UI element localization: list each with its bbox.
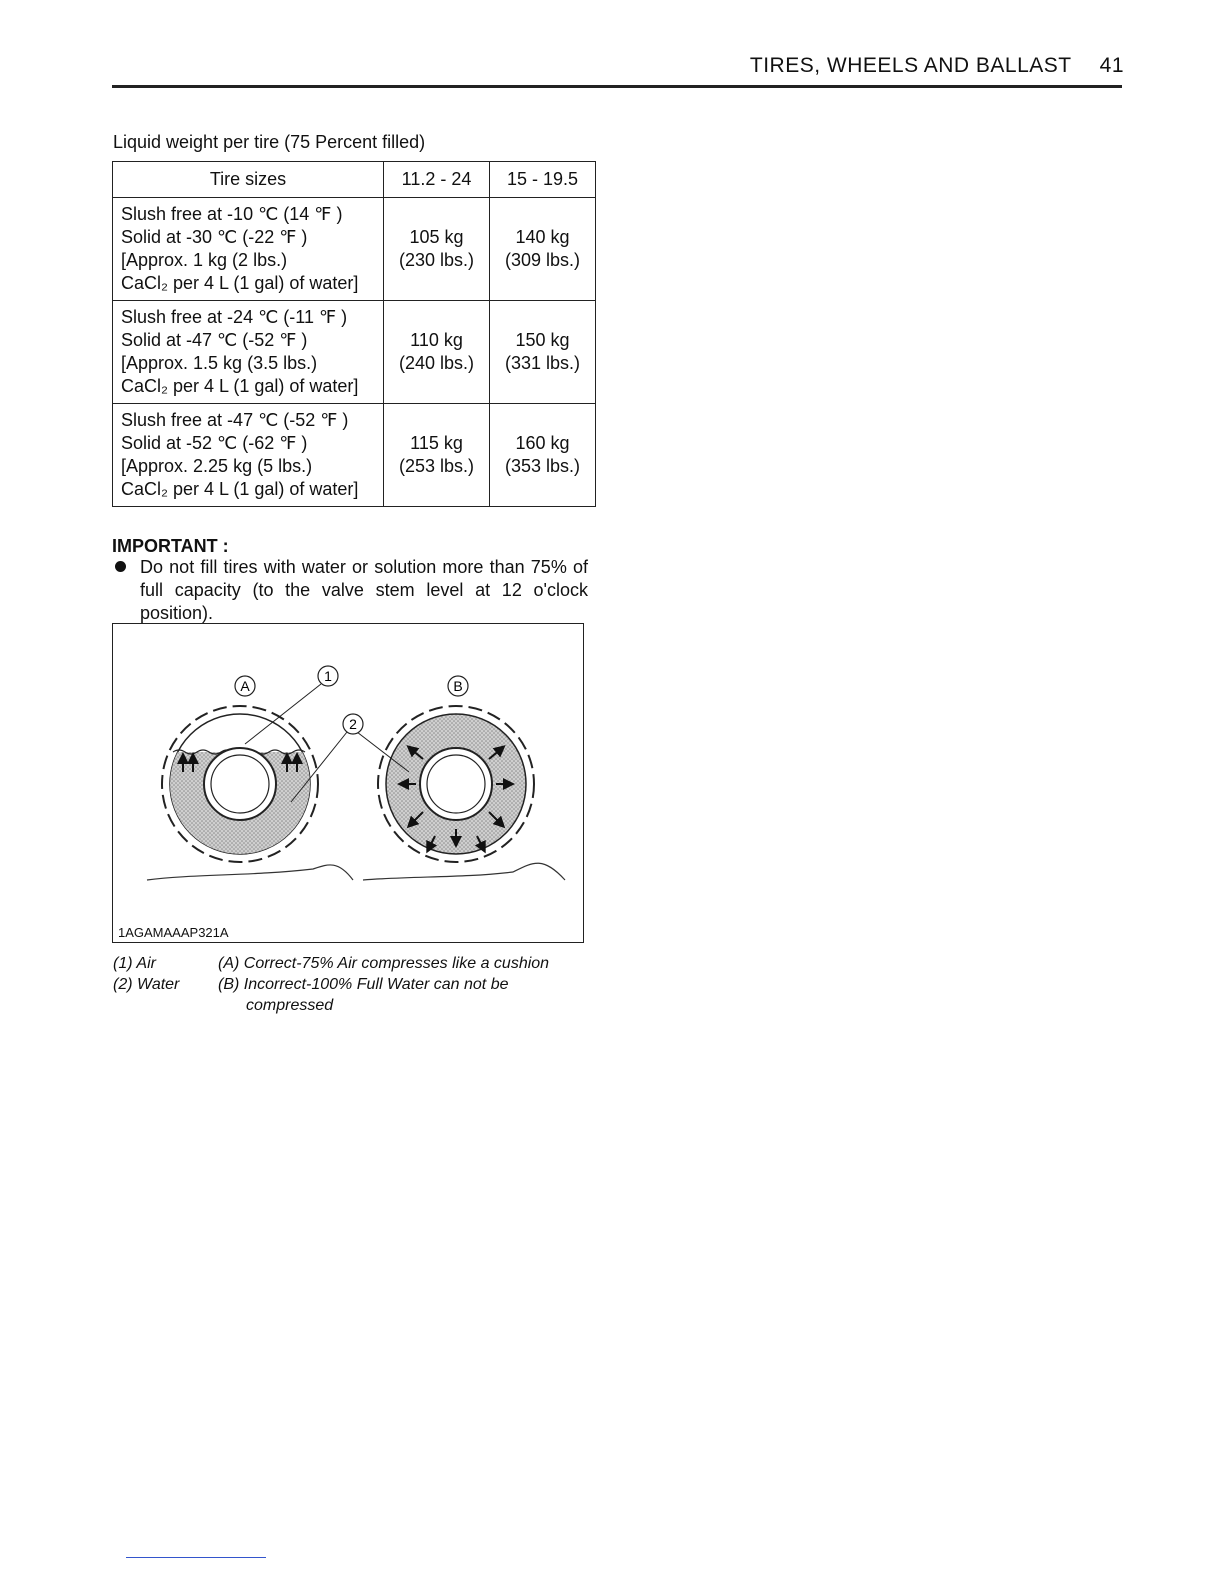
value-kg: 105 kg bbox=[409, 227, 464, 247]
value-kg: 160 kg bbox=[515, 433, 570, 453]
desc-line: Solid at -47 ℃ (-52 ℉ ) bbox=[121, 330, 308, 350]
value-lbs: (240 lbs.) bbox=[398, 353, 475, 373]
value-kg: 115 kg bbox=[410, 433, 463, 453]
liquid-weight-table bbox=[112, 161, 596, 507]
callout-2-label: 2 bbox=[349, 716, 357, 732]
table-row bbox=[113, 198, 596, 301]
legend-row bbox=[113, 974, 588, 995]
callout-b-label: B bbox=[453, 678, 463, 694]
value-lbs: (230 lbs.) bbox=[398, 250, 475, 270]
row-description bbox=[113, 404, 384, 507]
legend-value-a: (A) Correct-75% Air compresses like a cushion bbox=[218, 955, 550, 972]
value-cell bbox=[384, 404, 490, 507]
desc-line: CaCl₂ per 4 L (1 gal) of water] bbox=[121, 479, 359, 499]
legend-key-water: (2) Water bbox=[113, 976, 180, 993]
table-row bbox=[113, 301, 596, 404]
value-lbs: (331 lbs.) bbox=[504, 353, 581, 373]
desc-line: Solid at -30 ℃ (-22 ℉ ) bbox=[121, 227, 308, 247]
value-lbs: (309 lbs.) bbox=[504, 250, 581, 270]
bullet-icon bbox=[115, 561, 126, 572]
legend-key-air: (1) Air bbox=[113, 955, 156, 972]
value-cell bbox=[384, 198, 490, 301]
value-kg: 150 kg bbox=[515, 330, 570, 350]
value-cell bbox=[490, 301, 596, 404]
value-kg: 140 kg bbox=[515, 227, 570, 247]
desc-line: [Approx. 2.25 kg (5 lbs.) bbox=[121, 456, 313, 476]
legend-value-b: (B) Incorrect-100% Full Water can not be bbox=[218, 976, 509, 993]
figure-legend bbox=[113, 953, 588, 1016]
desc-line: Slush free at -10 ℃ (14 ℉ ) bbox=[121, 204, 343, 224]
desc-line: CaCl₂ per 4 L (1 gal) of water] bbox=[121, 273, 359, 293]
callout-a-label: A bbox=[240, 678, 250, 694]
tire-fill-figure bbox=[112, 623, 584, 943]
desc-line: Slush free at -24 ℃ (-11 ℉ ) bbox=[121, 307, 348, 327]
table-row bbox=[113, 404, 596, 507]
header-rule bbox=[112, 85, 1122, 88]
section-title: TIRES, WHEELS AND BALLAST bbox=[749, 54, 1072, 77]
page-header bbox=[750, 54, 1124, 78]
tire-diagram bbox=[113, 624, 583, 942]
scan-mark bbox=[126, 1557, 266, 1558]
value-lbs: (353 lbs.) bbox=[504, 456, 581, 476]
legend-row bbox=[113, 953, 588, 974]
important-bullet bbox=[112, 556, 588, 625]
value-lbs: (253 lbs.) bbox=[398, 456, 475, 476]
value-cell bbox=[490, 198, 596, 301]
header-tire-sizes: Tire sizes bbox=[113, 162, 384, 198]
header-size-15-19-5: 15 - 19.5 bbox=[490, 162, 596, 198]
row-description bbox=[113, 198, 384, 301]
important-heading: IMPORTANT : bbox=[112, 536, 229, 556]
value-cell bbox=[384, 301, 490, 404]
row-description bbox=[113, 301, 384, 404]
header-size-11-2-24: 11.2 - 24 bbox=[384, 162, 490, 198]
desc-line: [Approx. 1 kg (2 lbs.) bbox=[121, 250, 288, 270]
desc-line: [Approx. 1.5 kg (3.5 lbs.) bbox=[121, 353, 318, 373]
tire-b-incorrect bbox=[378, 706, 534, 862]
bullet-text: Do not fill tires with water or solution more than 75% of full capacity (to the valve stem level at 12 o'clock position). bbox=[140, 557, 588, 623]
desc-line: Slush free at -47 ℃ (-52 ℉ ) bbox=[121, 410, 349, 430]
desc-line: Solid at -52 ℃ (-62 ℉ ) bbox=[121, 433, 308, 453]
value-cell bbox=[490, 404, 596, 507]
legend-value-b-cont: compressed bbox=[246, 997, 334, 1014]
table-header-row bbox=[113, 162, 596, 198]
table-caption: Liquid weight per tire (75 Percent filled) bbox=[113, 132, 426, 152]
page-number: 41 bbox=[1099, 54, 1124, 77]
figure-code: 1AGAMAAAP321A bbox=[118, 925, 229, 940]
value-kg: 110 kg bbox=[410, 330, 463, 350]
desc-line: CaCl₂ per 4 L (1 gal) of water] bbox=[121, 376, 359, 396]
callout-1-label: 1 bbox=[324, 668, 332, 684]
tire-a-correct bbox=[162, 706, 318, 862]
